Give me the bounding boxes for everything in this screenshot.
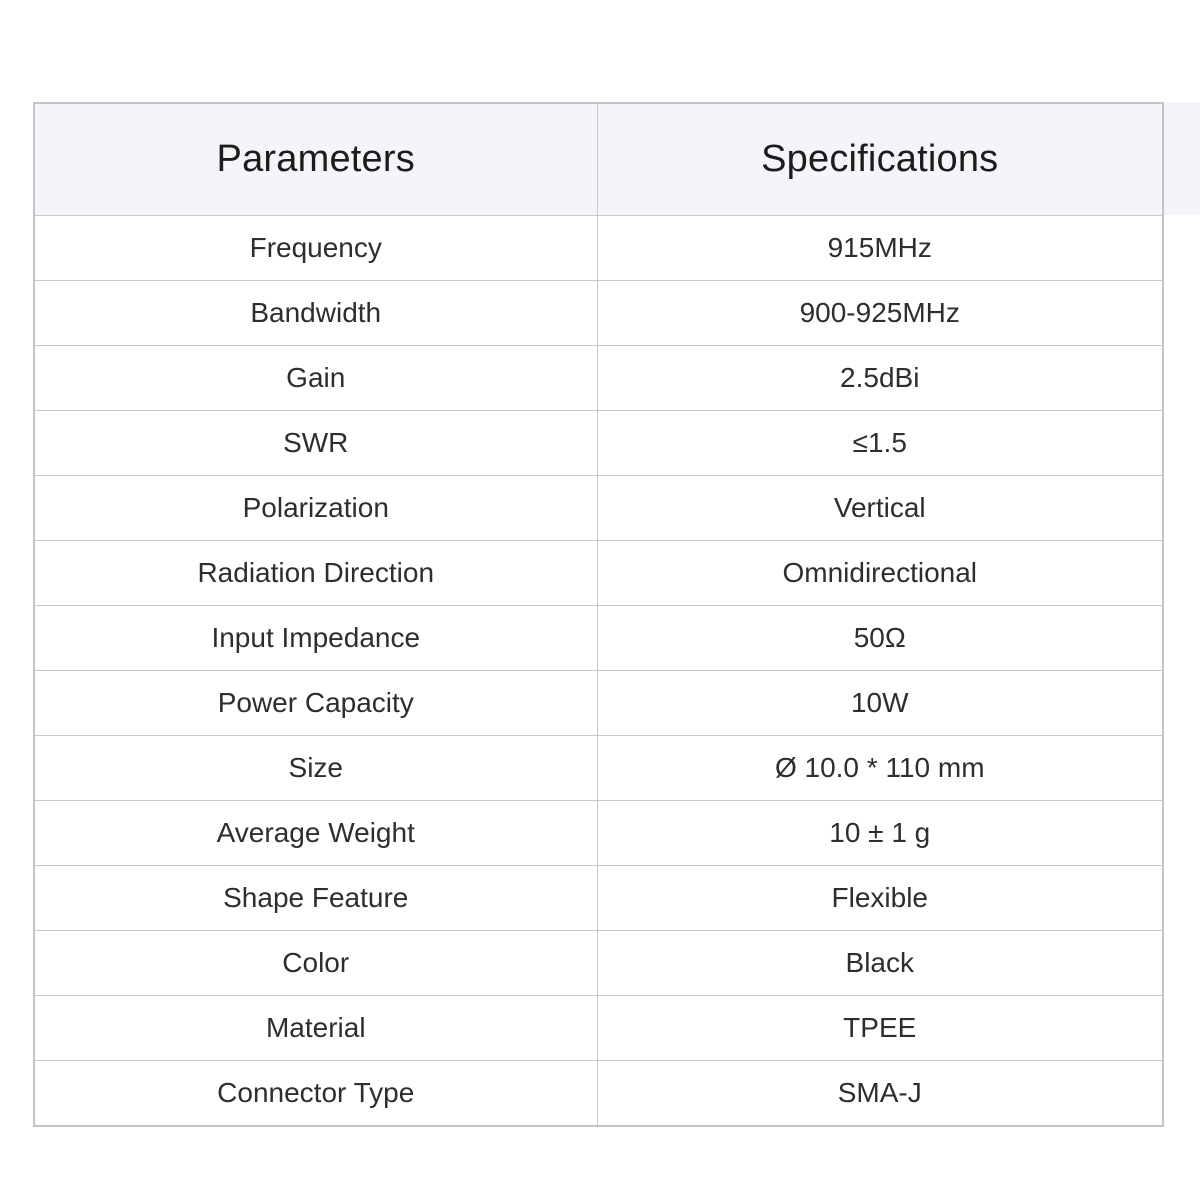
table-row — [34, 541, 1163, 606]
table-row — [34, 1061, 1163, 1127]
table-row — [34, 736, 1163, 801]
table-row — [34, 346, 1163, 411]
specification-cell: 10W — [597, 671, 1163, 736]
parameter-cell: Average Weight — [34, 801, 597, 866]
specification-cell: Flexible — [597, 866, 1163, 931]
specification-cell: Ø 10.0 * 110 mm — [597, 736, 1163, 801]
specification-cell: SMA-J — [597, 1061, 1163, 1127]
specification-cell: ≤1.5 — [597, 411, 1163, 476]
specification-cell: 50Ω — [597, 606, 1163, 671]
parameter-cell: Input Impedance — [34, 606, 597, 671]
table-body — [34, 216, 1163, 1127]
spec-table — [33, 102, 1164, 1127]
specification-cell: Black — [597, 931, 1163, 996]
header-parameters: Parameters — [34, 103, 597, 216]
specification-cell: Omnidirectional — [597, 541, 1163, 606]
table-row — [34, 996, 1163, 1061]
parameter-cell: Gain — [34, 346, 597, 411]
parameter-cell: Bandwidth — [34, 281, 597, 346]
table-row — [34, 476, 1163, 541]
parameter-cell: Polarization — [34, 476, 597, 541]
specification-cell: 900-925MHz — [597, 281, 1163, 346]
header-specifications: Specifications — [597, 103, 1163, 216]
parameter-cell: Material — [34, 996, 597, 1061]
table-row — [34, 801, 1163, 866]
table-row — [34, 281, 1163, 346]
table-row — [34, 216, 1163, 281]
table-row — [34, 411, 1163, 476]
table-row — [34, 671, 1163, 736]
specification-cell: TPEE — [597, 996, 1163, 1061]
parameter-cell: Power Capacity — [34, 671, 597, 736]
specification-cell: 2.5dBi — [597, 346, 1163, 411]
parameter-cell: Connector Type — [34, 1061, 597, 1127]
parameter-cell: Radiation Direction — [34, 541, 597, 606]
header-row — [34, 103, 1163, 216]
specification-cell: 915MHz — [597, 216, 1163, 281]
parameter-cell: Color — [34, 931, 597, 996]
table-header — [34, 103, 1163, 216]
table-row — [34, 866, 1163, 931]
specification-cell: Vertical — [597, 476, 1163, 541]
specification-cell: 10 ± 1 g — [597, 801, 1163, 866]
parameter-cell: Frequency — [34, 216, 597, 281]
table-row — [34, 606, 1163, 671]
parameter-cell: Shape Feature — [34, 866, 597, 931]
table-row — [34, 931, 1163, 996]
header-background-strip — [1162, 102, 1200, 215]
parameter-cell: Size — [34, 736, 597, 801]
parameter-cell: SWR — [34, 411, 597, 476]
